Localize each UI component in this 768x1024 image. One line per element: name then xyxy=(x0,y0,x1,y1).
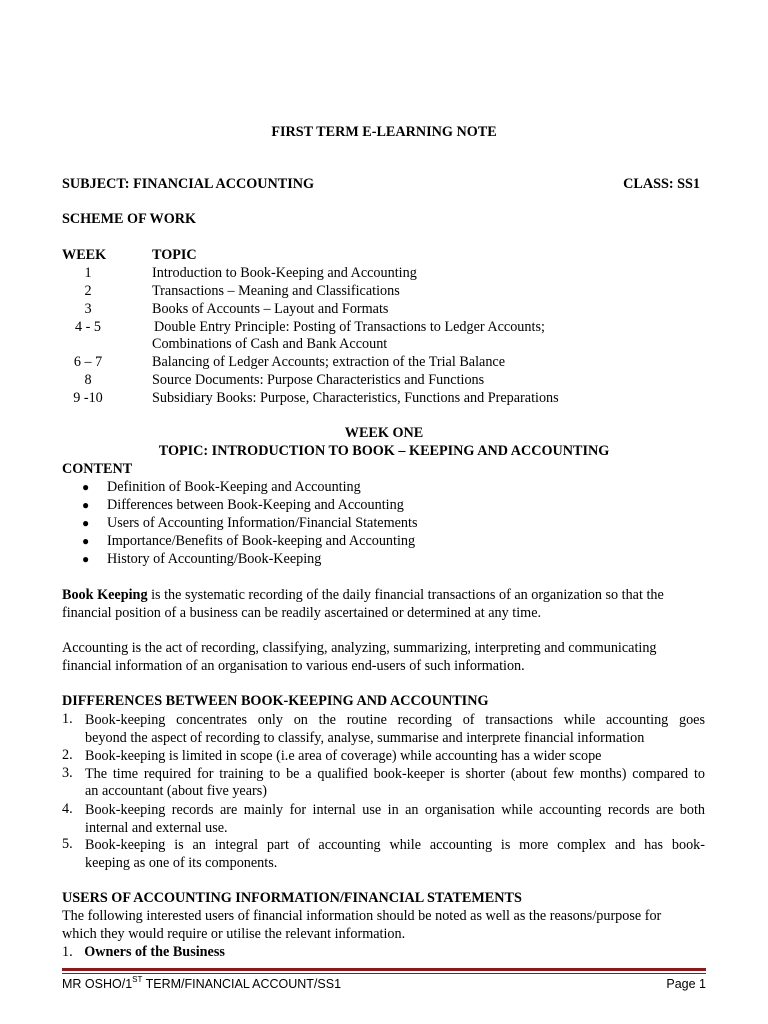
bullet-icon: ● xyxy=(82,534,90,548)
schedule-row-continuation xyxy=(62,336,706,354)
bullet-icon: ● xyxy=(82,516,90,530)
page-number: Page 1 xyxy=(666,977,706,991)
users-heading: USERS OF ACCOUNTING INFORMATION/FINANCIAL STATEMENTS xyxy=(62,890,522,906)
schedule-row xyxy=(62,372,706,390)
bookkeeping-definition-line2: financial position of a business can be readily ascertained or determined at any time. xyxy=(62,605,542,621)
differences-heading: DIFFERENCES BETWEEN BOOK-KEEPING AND ACCOUNTING xyxy=(62,693,489,709)
bookkeeping-definition-line1: Book Keeping is the systematic recording of the daily financial transactions of an organization so that the xyxy=(62,587,664,603)
content-label: CONTENT xyxy=(62,461,133,477)
schedule-topic: Subsidiary Books: Purpose, Characteristics, Functions and Preparations xyxy=(152,390,559,406)
schedule-week: 2 xyxy=(84,283,92,299)
schedule-week: 1 xyxy=(84,265,92,281)
week-column-header: WEEK xyxy=(62,247,107,263)
week-one-topic: TOPIC: INTRODUCTION TO BOOK – KEEPING AND ACCOUNTING xyxy=(158,443,610,459)
footer-rule-thick xyxy=(62,968,706,971)
class-label: CLASS: SS1 xyxy=(623,176,700,192)
bullet-icon: ● xyxy=(82,552,90,566)
schedule-topic: Source Documents: Purpose Characteristics and Functions xyxy=(152,372,485,388)
week-one-heading: WEEK ONE xyxy=(344,425,424,441)
schedule-topic: Double Entry Principle: Posting of Transactions to Ledger Accounts; xyxy=(154,319,545,335)
topic-column-header: TOPIC xyxy=(152,247,197,263)
schedule-week: 3 xyxy=(84,301,92,317)
scheme-heading: SCHEME OF WORK xyxy=(62,211,197,227)
users-intro-line1: The following interested users of financial information should be noted as well as the reasons/purpose for xyxy=(62,908,662,924)
schedule-topic: Transactions – Meaning and Classifications xyxy=(152,283,400,299)
schedule-topic: Combinations of Cash and Bank Account xyxy=(152,336,388,352)
bullet-icon: ● xyxy=(82,498,90,512)
users-intro-line2: which they would require or utilise the relevant information. xyxy=(62,926,406,942)
schedule-week: 8 xyxy=(84,372,92,388)
users-first-item: 1. Owners of the Business xyxy=(62,944,225,960)
accounting-definition-line1: Accounting is the act of recording, classifying, analyzing, summarizing, interpreting and communicating xyxy=(62,640,657,656)
schedule-row xyxy=(62,354,706,372)
subject-label: SUBJECT: FINANCIAL ACCOUNTING xyxy=(62,176,314,192)
schedule-topic: Balancing of Ledger Accounts; extraction of the Trial Balance xyxy=(152,354,506,370)
schedule-topic: Introduction to Book-Keeping and Accounting xyxy=(152,265,417,281)
footer-left-text: MR OSHO/1ST TERM/FINANCIAL ACCOUNT/SS1 xyxy=(62,975,342,991)
schedule-week: 6 – 7 xyxy=(73,354,103,370)
schedule-row xyxy=(62,390,706,408)
bullet-icon: ● xyxy=(82,480,90,494)
bookkeeping-term: Book Keeping xyxy=(62,587,148,603)
schedule-row xyxy=(62,319,706,337)
footer-rule-thin xyxy=(62,973,706,974)
schedule-row xyxy=(62,301,706,319)
schedule-week: 4 - 5 xyxy=(74,319,101,335)
document-title: FIRST TERM E-LEARNING NOTE xyxy=(271,124,497,140)
schedule-topic: Books of Accounts – Layout and Formats xyxy=(152,301,389,317)
schedule-week: 9 -10 xyxy=(73,390,103,406)
accounting-definition-line2: financial information of an organisation to various end-users of such information. xyxy=(62,658,525,674)
schedule-row xyxy=(62,283,706,301)
schedule-row xyxy=(62,265,706,283)
